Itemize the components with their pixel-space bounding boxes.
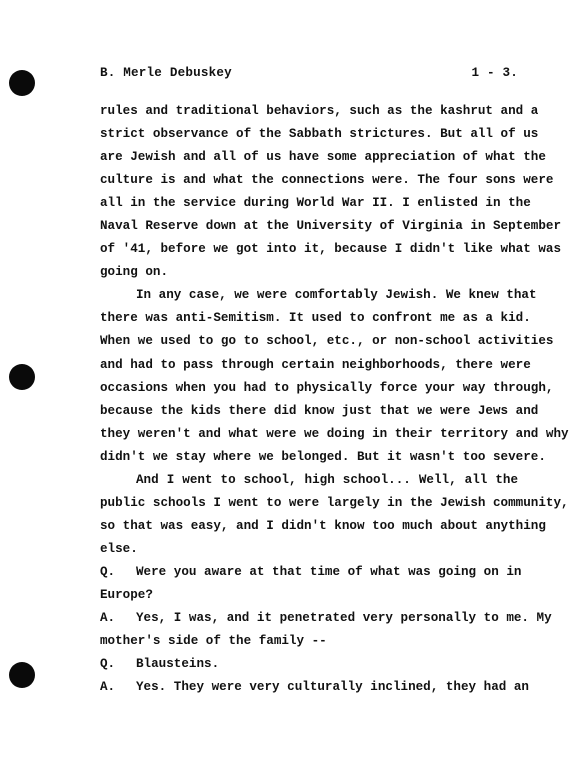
text-line: Naval Reserve down at the University of Virginia in September	[100, 219, 562, 234]
binder-hole	[9, 364, 35, 390]
speaker-label: A.	[100, 611, 116, 626]
dialogue-text: mother's side of the family --	[100, 634, 327, 649]
dialogue-text: Yes. They were very culturally inclined, they had an	[136, 680, 529, 695]
text-line: going on.	[100, 265, 169, 280]
text-line: In any case, we were comfortably Jewish. We knew that	[136, 288, 537, 303]
dialogue-line	[100, 584, 518, 607]
dialogue-line	[100, 630, 518, 653]
text-line: When we used to go to school, etc., or non-school activities	[100, 334, 554, 349]
header-name: B. Merle Debuskey	[100, 66, 232, 80]
dialogue-text: Were you aware at that time of what was going on in	[136, 564, 522, 579]
text-line: because the kids there did know just that we were Jews and	[100, 403, 539, 418]
binder-hole	[9, 662, 35, 688]
speaker-label: Q.	[100, 657, 116, 672]
text-line: of '41, before we got into it, because I didn't like what was	[100, 242, 562, 257]
text-line: public schools I went to were largely in the Jewish community,	[100, 495, 569, 510]
speaker-label: Q.	[100, 564, 116, 579]
dialogue-line	[100, 561, 522, 584]
dialogue-line	[100, 607, 552, 630]
text-line: they weren't and what were we doing in their territory and why	[100, 426, 569, 441]
speaker-label: A.	[100, 680, 116, 695]
text-line: so that was easy, and I didn't know too much about anything	[100, 518, 546, 533]
text-line: occasions when you had to physically force your way through,	[100, 380, 554, 395]
page-number: 1 - 3.	[471, 66, 518, 80]
text-line: and had to pass through certain neighborhoods, there were	[100, 357, 531, 372]
binder-hole	[9, 70, 35, 96]
dialogue-line	[100, 676, 529, 699]
text-line: there was anti-Semitism. It used to confront me as a kid.	[100, 311, 531, 326]
text-line: strict observance of the Sabbath strictures. But all of us	[100, 127, 539, 142]
text-line: culture is and what the connections were. The four sons were	[100, 173, 554, 188]
text-line: rules and traditional behaviors, such as the kashrut and a	[100, 104, 539, 118]
text-line: are Jewish and all of us have some appreciation of what the	[100, 150, 546, 165]
text-line: And I went to school, high school... Well, all the	[136, 472, 518, 487]
text-line: didn't we stay where we belonged. But it wasn't too severe.	[100, 449, 546, 464]
text-line: all in the service during World War II. I enlisted in the	[100, 196, 531, 211]
page-header	[100, 66, 518, 84]
text-line: else.	[100, 541, 138, 556]
dialogue-text: Yes, I was, and it penetrated very personally to me. My	[136, 611, 552, 626]
dialogue-text: Europe?	[100, 587, 153, 602]
dialogue-text: Blausteins.	[136, 657, 220, 672]
transcript-body	[100, 100, 569, 699]
dialogue-line	[100, 653, 518, 676]
